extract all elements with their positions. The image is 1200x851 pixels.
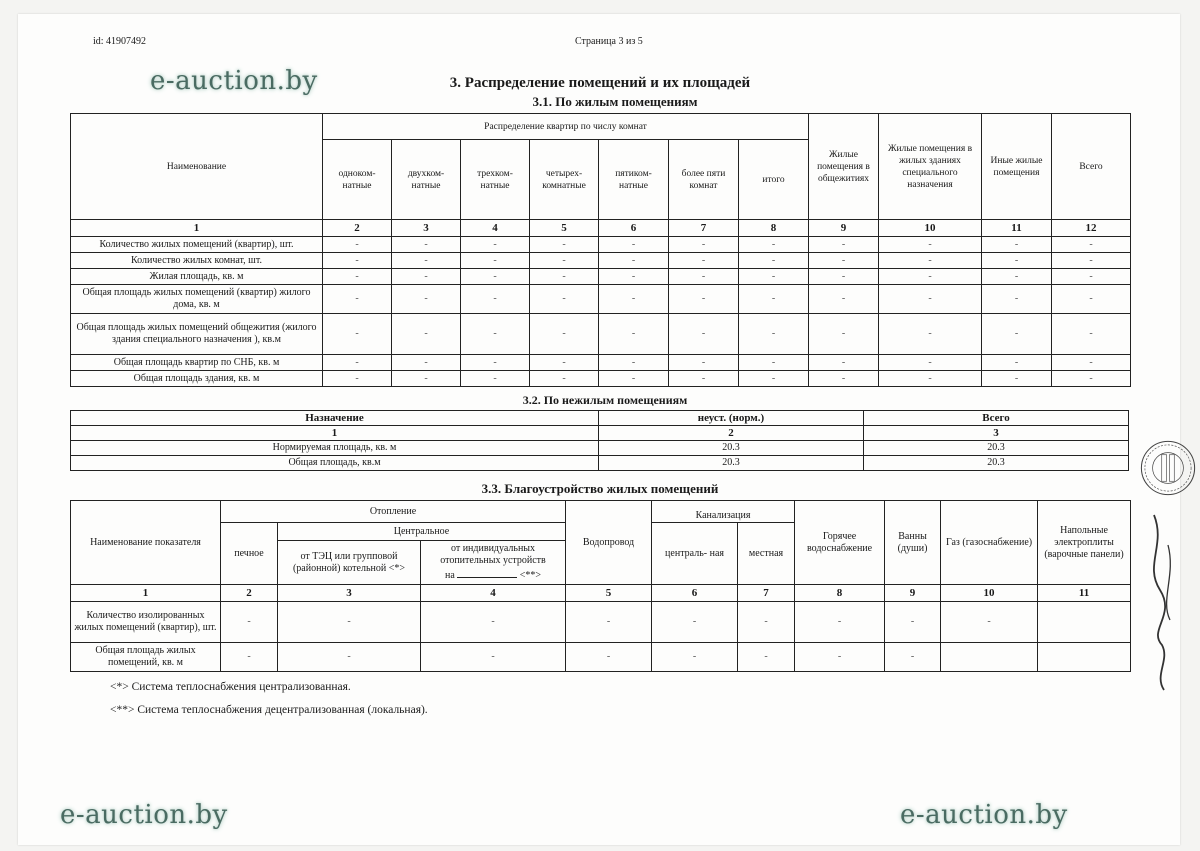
cell-value: -	[566, 643, 652, 672]
cell-value: -	[530, 355, 599, 371]
table-row	[71, 355, 1131, 371]
col-header-more5: более пяти комнат	[669, 140, 739, 220]
cell-value: -	[599, 253, 669, 269]
cell-value: -	[323, 253, 392, 269]
col-num: 2	[599, 426, 864, 441]
col-header-4room: четырех- комнатные	[530, 140, 599, 220]
cell-value: -	[566, 602, 652, 643]
row-name: Жилая площадь, кв. м	[71, 269, 323, 285]
col-num: 12	[1052, 220, 1131, 237]
amenities-table	[70, 500, 1131, 672]
cell-value: -	[599, 269, 669, 285]
column-numbers-row	[71, 220, 1131, 237]
col-num: 7	[669, 220, 739, 237]
cell-value: -	[461, 253, 530, 269]
col-header-purpose: Назначение	[71, 411, 599, 426]
cell-value: -	[809, 237, 879, 253]
cell-value: -	[669, 371, 739, 387]
cell-value: -	[421, 643, 566, 672]
col-num: 8	[739, 220, 809, 237]
signature	[1140, 505, 1180, 705]
cell-value: -	[392, 285, 461, 314]
table-row	[71, 441, 1129, 456]
cell-value: -	[323, 355, 392, 371]
cell-value: -	[392, 371, 461, 387]
cell-value: 20.3	[864, 441, 1129, 456]
col-num: 4	[461, 220, 530, 237]
row-name: Общая площадь квартир по СНБ, кв. м	[71, 355, 323, 371]
col-header-special: Жилые помещения в жилых зданиях специального назначения	[879, 114, 982, 220]
table-row	[71, 371, 1131, 387]
cell-value: -	[278, 602, 421, 643]
cell-value: -	[982, 269, 1052, 285]
row-name: Количество жилых комнат, шт.	[71, 253, 323, 269]
col-num: 11	[982, 220, 1052, 237]
cell-value: -	[1052, 253, 1131, 269]
cell-value: -	[461, 314, 530, 355]
col-header-subtotal: итого	[739, 140, 809, 220]
cell-value: -	[1052, 355, 1131, 371]
cell-value: -	[323, 237, 392, 253]
cell-value: -	[599, 237, 669, 253]
table3-subtitle: 3.3. Благоустройство жилых помещений	[481, 481, 719, 496]
cell-value: -	[392, 253, 461, 269]
footnote-1: <*> Система теплоснабжения централизованная.	[110, 681, 351, 693]
col-header-rooms-group: Распределение квартир по числу комнат	[323, 114, 809, 140]
cell-value: -	[1052, 371, 1131, 387]
table-row	[71, 314, 1131, 355]
cell-value: -	[809, 285, 879, 314]
col-header-sewer-local: местная	[738, 523, 795, 585]
col-num: 1	[71, 220, 323, 237]
cell-value: -	[669, 237, 739, 253]
cell-value: -	[599, 314, 669, 355]
table2-subtitle: 3.2. По нежилым помещениям	[522, 393, 688, 407]
cell-value: -	[669, 285, 739, 314]
cell-value: -	[323, 285, 392, 314]
cell-value: -	[885, 643, 941, 672]
col-header-name: Наименование	[71, 114, 323, 220]
col-num: 1	[71, 585, 221, 602]
cell-value: -	[323, 314, 392, 355]
cell-value: -	[809, 314, 879, 355]
cell-value: -	[879, 371, 982, 387]
col-header-water: Водопровод	[566, 501, 652, 585]
cell-value	[1038, 643, 1131, 672]
col-num: 7	[738, 585, 795, 602]
cell-value: -	[879, 355, 982, 371]
cell-value: -	[982, 371, 1052, 387]
row-name: Количество жилых помещений (квартир), шт.	[71, 237, 323, 253]
cell-value: -	[530, 314, 599, 355]
col-header-sewer: Канализация	[652, 501, 795, 523]
cell-value: -	[879, 314, 982, 355]
cell-value: -	[982, 237, 1052, 253]
blank-line	[457, 567, 517, 578]
col-num: 11	[1038, 585, 1131, 602]
col-num: 6	[599, 220, 669, 237]
cell-value: -	[738, 643, 795, 672]
cell-value: -	[461, 237, 530, 253]
col-header-central-tec: от ТЭЦ или групповой (районной) котельной <*>	[278, 541, 421, 585]
cell-value: -	[669, 269, 739, 285]
residential-table	[70, 113, 1131, 387]
cell-value: -	[530, 253, 599, 269]
cell-value: -	[652, 643, 738, 672]
cell-value: -	[421, 602, 566, 643]
cell-value: -	[392, 269, 461, 285]
col-num: 6	[652, 585, 738, 602]
col-num: 5	[566, 585, 652, 602]
cell-value: -	[323, 371, 392, 387]
cell-value: 20.3	[599, 441, 864, 456]
cell-value: -	[739, 355, 809, 371]
table-row	[71, 269, 1131, 285]
col-num: 10	[941, 585, 1038, 602]
cell-value: -	[221, 602, 278, 643]
column-numbers-row	[71, 585, 1131, 602]
cell-value: -	[461, 285, 530, 314]
col-header-stove: печное	[221, 523, 278, 585]
cell-value: -	[461, 355, 530, 371]
cell-value: -	[982, 253, 1052, 269]
col-num: 10	[879, 220, 982, 237]
cell-value: -	[599, 371, 669, 387]
row-name: Общая площадь жилых помещений, кв. м	[71, 643, 221, 672]
col-header-total: Всего	[864, 411, 1129, 426]
cell-value: -	[738, 602, 795, 643]
col-num: 8	[795, 585, 885, 602]
cell-value: -	[392, 314, 461, 355]
table-row	[71, 285, 1131, 314]
table-row	[71, 643, 1131, 672]
document-id: id: 41907492	[93, 36, 147, 47]
individual-heating-on: на	[444, 570, 455, 581]
cell-value: -	[278, 643, 421, 672]
cell-value: -	[669, 253, 739, 269]
table-row	[71, 602, 1131, 643]
cell-value: -	[1052, 269, 1131, 285]
cell-value: -	[323, 269, 392, 285]
row-name: Общая площадь жилых помещений (квартир) жилого дома, кв. м	[71, 285, 323, 314]
col-num: 5	[530, 220, 599, 237]
cell-value: -	[879, 269, 982, 285]
row-name: Общая площадь здания, кв. м	[71, 371, 323, 387]
cell-value: -	[809, 269, 879, 285]
table-row	[71, 456, 1129, 471]
col-header-hot-water: Горячее водоснабжение	[795, 501, 885, 585]
col-num: 3	[278, 585, 421, 602]
col-header-central: Центральное	[278, 523, 566, 541]
col-header-gas: Газ (газоснабжение)	[941, 501, 1038, 585]
cell-value: -	[739, 285, 809, 314]
row-name: Количество изолированных жилых помещений (квартир), шт.	[71, 602, 221, 643]
watermark: e-auction.by	[900, 800, 1068, 830]
row-name: Общая площадь, кв.м	[71, 456, 599, 471]
page-indicator: Страница 3 из 5	[575, 36, 643, 47]
cell-value: -	[530, 237, 599, 253]
col-num: 3	[392, 220, 461, 237]
footnotes	[110, 680, 1200, 717]
cell-value: -	[739, 314, 809, 355]
col-header-indicator: Наименование показателя	[71, 501, 221, 585]
cell-value: -	[982, 285, 1052, 314]
col-num: 3	[864, 426, 1129, 441]
cell-value: -	[221, 643, 278, 672]
cell-value: -	[809, 253, 879, 269]
individual-heating-ref: <**>	[519, 570, 542, 581]
row-name: Нормируемая площадь, кв. м	[71, 441, 599, 456]
cell-value: -	[795, 643, 885, 672]
official-stamp	[1140, 440, 1196, 496]
non-residential-table	[70, 410, 1129, 471]
watermark: e-auction.by	[60, 800, 228, 830]
col-header-baths: Ванны (души)	[885, 501, 941, 585]
cell-value: 20.3	[864, 456, 1129, 471]
cell-value: -	[809, 371, 879, 387]
cell-value: -	[885, 602, 941, 643]
col-num: 4	[421, 585, 566, 602]
cell-value: -	[809, 355, 879, 371]
table-row	[71, 253, 1131, 269]
cell-value: -	[669, 314, 739, 355]
cell-value: -	[879, 237, 982, 253]
cell-value: -	[669, 355, 739, 371]
col-header-5room: пятиком- натные	[599, 140, 669, 220]
cell-value: -	[879, 253, 982, 269]
cell-value: -	[392, 237, 461, 253]
cell-value: -	[982, 314, 1052, 355]
cell-value: 20.3	[599, 456, 864, 471]
cell-value	[1038, 602, 1131, 643]
cell-value	[941, 643, 1038, 672]
cell-value: -	[795, 602, 885, 643]
cell-value: -	[1052, 314, 1131, 355]
row-name: Общая площадь жилых помещений общежития (жилого здания специального назначения ), кв.м	[71, 314, 323, 355]
cell-value: -	[739, 371, 809, 387]
col-header-total: Всего	[1052, 114, 1131, 220]
table1-subtitle: 3.1. По жилым помещениям	[532, 94, 698, 109]
col-header-dorm: Жилые помещения в общежитиях	[809, 114, 879, 220]
col-header-heating: Отопление	[221, 501, 566, 523]
cell-value: -	[941, 602, 1038, 643]
cell-value: -	[392, 355, 461, 371]
col-header-sewer-central: централь- ная	[652, 523, 738, 585]
col-header-central-individual	[421, 541, 566, 585]
col-num: 2	[323, 220, 392, 237]
col-header-unset: неуст. (норм.)	[599, 411, 864, 426]
col-num: 1	[71, 426, 599, 441]
col-num: 9	[885, 585, 941, 602]
cell-value: -	[599, 355, 669, 371]
page-header	[0, 0, 1200, 52]
col-header-1room: одноком- натные	[323, 140, 392, 220]
col-header-2room: двухком- натные	[392, 140, 461, 220]
cell-value: -	[461, 269, 530, 285]
watermark: e-auction.by	[150, 66, 318, 96]
cell-value: -	[1052, 285, 1131, 314]
cell-value: -	[1052, 237, 1131, 253]
cell-value: -	[461, 371, 530, 387]
section-title: 3. Распределение помещений и их площадей	[449, 75, 751, 91]
col-header-3room: трехком- натные	[461, 140, 530, 220]
table-row	[71, 237, 1131, 253]
cell-value: -	[530, 285, 599, 314]
cell-value: -	[530, 269, 599, 285]
individual-heating-label: от индивидуальных отопительных устройств	[440, 543, 546, 566]
cell-value: -	[599, 285, 669, 314]
cell-value: -	[879, 285, 982, 314]
cell-value: -	[739, 269, 809, 285]
col-num: 9	[809, 220, 879, 237]
cell-value: -	[530, 371, 599, 387]
cell-value: -	[739, 253, 809, 269]
cell-value: -	[982, 355, 1052, 371]
cell-value: -	[652, 602, 738, 643]
col-header-electric-stoves: Напольные электроплиты (варочные панели)	[1038, 501, 1131, 585]
col-num: 2	[221, 585, 278, 602]
cell-value: -	[739, 237, 809, 253]
footnote-2: <**> Система теплоснабжения децентрализованная (локальная).	[110, 704, 428, 716]
col-header-other: Иные жилые помещения	[982, 114, 1052, 220]
